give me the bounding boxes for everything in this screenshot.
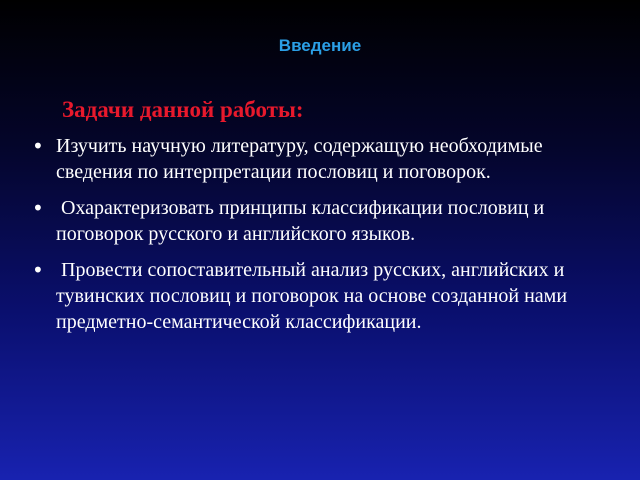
bullet-icon: • [32, 258, 44, 282]
task-text: Изучить научную литературу, содержащую необходимые сведения по интерпретации пословиц и поговорок. [56, 135, 543, 183]
task-text: Провести сопоставительный анализ русских, английских и тувинских пословиц и поговорок на основе созданной нами предметно-семантической классификации. [56, 259, 573, 333]
task-text: Охарактеризовать принципы классификации пословиц и поговорок русского и английского языков. [56, 197, 550, 245]
bullet-icon: • [32, 134, 44, 158]
slide-subtitle: Задачи данной работы: [62, 97, 304, 122]
list-item [0, 195, 640, 247]
task-list [0, 133, 640, 345]
bullet-icon: • [32, 196, 44, 220]
list-item [0, 133, 640, 185]
list-item [0, 257, 640, 335]
slide-title: Введение [278, 36, 362, 55]
